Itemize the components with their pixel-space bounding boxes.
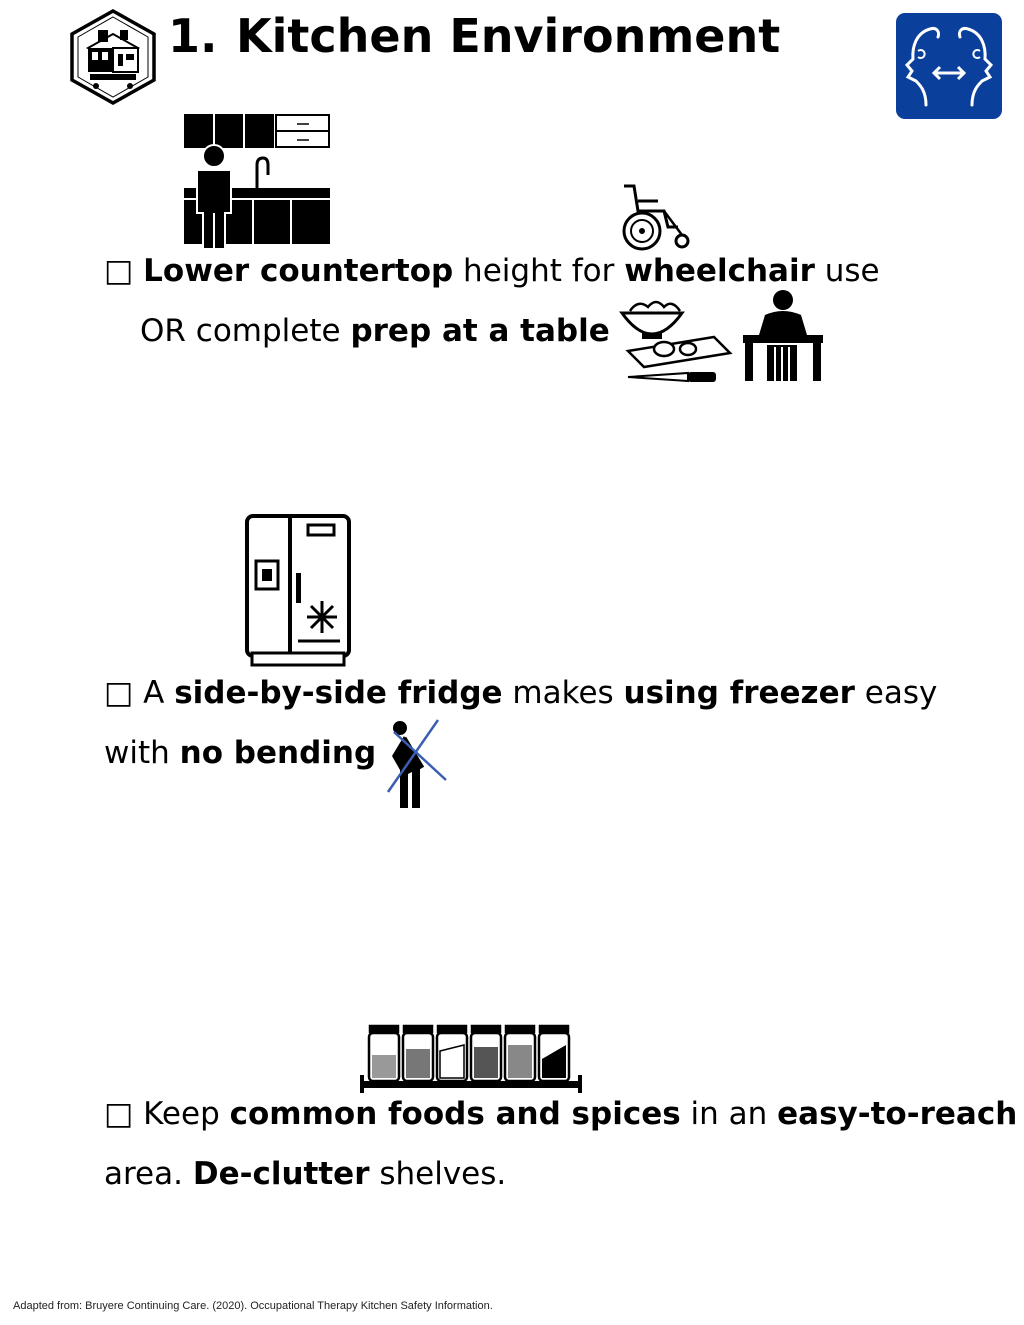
checkbox[interactable]: □ [104, 253, 134, 289]
food-prep-board-icon [618, 297, 734, 385]
item-spices-line1: □ Keep common foods and spices in an easy-to-reach [104, 1096, 1018, 1132]
item-fridge-line2: with no bending [104, 735, 377, 771]
item-fridge-line1: □ A side-by-side fridge makes using freezer easy [104, 675, 938, 711]
wheelchair-icon [618, 183, 694, 253]
checkbox[interactable]: □ [104, 675, 134, 711]
two-faces-communication-icon [896, 13, 1002, 119]
no-bending-icon [380, 716, 448, 812]
kitchen-hexagon-icon [68, 8, 158, 106]
title-number: 1. [168, 9, 218, 63]
person-at-table-icon [741, 289, 826, 383]
spice-jars-shelf-icon [358, 1023, 584, 1095]
checkbox[interactable]: □ [104, 1096, 134, 1132]
side-by-side-fridge-icon [244, 513, 352, 669]
item-countertop-line2: OR complete prep at a table [140, 313, 610, 349]
item-countertop-line1: □ Lower countertop height for wheelchair use [104, 253, 880, 289]
kitchen-counter-person-icon [183, 113, 331, 250]
footer-citation: Adapted from: Bruyere Continuing Care. (2020). Occupational Therapy Kitchen Safety Information. [13, 1300, 493, 1312]
page-title [168, 8, 780, 64]
title-text: Kitchen Environment [236, 9, 781, 63]
item-spices-line2: area. De-clutter shelves. [104, 1156, 507, 1192]
